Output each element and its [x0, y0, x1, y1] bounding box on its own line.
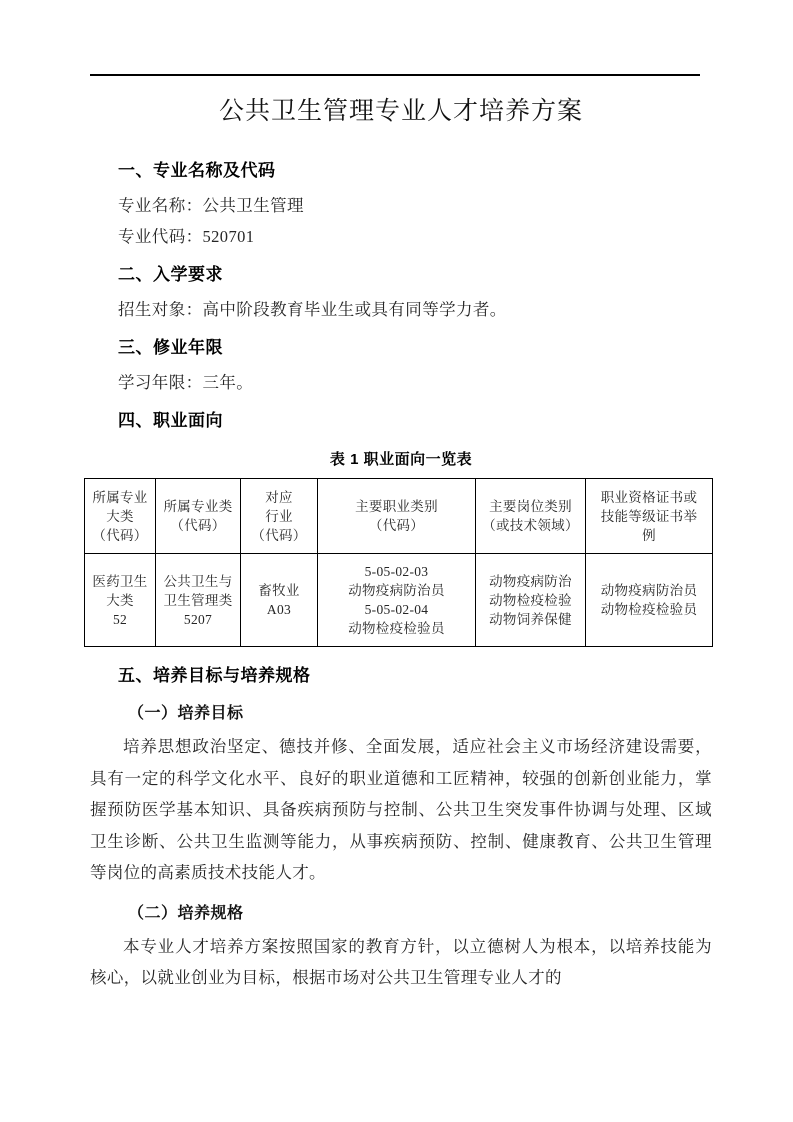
section-heading-2: 二、入学要求: [118, 265, 223, 284]
cell-line: 对应: [265, 489, 293, 505]
cell-line: 所属专业: [92, 489, 148, 505]
cell-line: A03: [266, 602, 292, 617]
document-content: [90, 92, 712, 994]
cell-line: （代码）: [368, 518, 425, 533]
page-title: 公共卫生管理专业人才培养方案: [218, 98, 583, 125]
spacer: [90, 325, 712, 335]
cell-line: 动物疫病防治: [489, 573, 572, 589]
cell-line: 例: [642, 527, 656, 543]
table-header: [85, 479, 713, 554]
study-duration-line: 学习年限：三年。: [118, 373, 254, 392]
cell-line: （代码）: [251, 527, 307, 543]
cell-line: 卫生管理类: [163, 592, 233, 608]
table-cell-occupation: [318, 554, 476, 647]
cell-line: 畜牧业: [258, 583, 300, 598]
section-heading-5: 五、培养目标与培养规格: [118, 666, 311, 685]
cell-line: 5-05-02-04: [364, 602, 429, 617]
cell-line: 技能等级证书举: [600, 508, 698, 524]
cell-line: 主要岗位类别: [489, 499, 572, 514]
cell-line: 主要职业类别: [355, 499, 438, 514]
cell-line: 动物饲养保健: [489, 611, 572, 627]
cell-line: 所属专业类: [163, 499, 233, 514]
cell-line: 医药卫生: [92, 573, 148, 589]
cell-line: 5-05-02-03: [364, 564, 429, 579]
table-body: [85, 554, 713, 647]
header-rule: [90, 74, 700, 76]
major-code-line: 专业代码：520701: [118, 227, 255, 246]
table-row: [85, 554, 713, 647]
table-cell-major-category: [85, 554, 156, 647]
spacer: [90, 252, 712, 262]
spacer: [90, 398, 712, 408]
table-header-cell-major-category: [85, 479, 156, 554]
table-header-cell-occupation: [318, 479, 476, 554]
cell-line: 52: [112, 611, 128, 627]
cell-line: （代码）: [92, 527, 148, 543]
section-heading-3: 三、修业年限: [118, 338, 223, 357]
cell-line: 5207: [183, 611, 213, 627]
admission-target-line: 招生对象：高中阶段教育毕业生或具有同等学力者。: [118, 300, 507, 319]
cell-line: 公共卫生与: [163, 573, 233, 589]
table-header-cell-certificate: [586, 479, 713, 554]
table-cell-post: [476, 554, 586, 647]
table-caption: 表 1 职业面向一览表: [329, 451, 473, 468]
table-header-row: [85, 479, 713, 554]
table-header-cell-industry: [241, 479, 318, 554]
spacer: [90, 647, 712, 663]
cell-line: 动物疫病防治员: [600, 583, 698, 598]
table-cell-industry: [241, 554, 318, 647]
cell-line: （或技术领域）: [482, 518, 579, 533]
table-header-cell-major-class: [156, 479, 241, 554]
cell-line: 动物检疫检验员: [348, 621, 445, 636]
cell-line: 大类: [106, 592, 134, 608]
cell-line: 动物疫病防治员: [348, 583, 445, 598]
cell-line: （代码）: [170, 518, 226, 533]
training-goal-paragraph: 培养思想政治坚定、德技并修、全面发展，适应社会主义市场经济建设需要，具有一定的科学文化水平、良好的职业道德和工匠精神，较强的创新创业能力，掌握预防医学基本知识、具备疾病预防与控制、公共卫生突发事件协调与处理、区域卫生诊断、公共卫生监测等能力，从事疾病预防、控制、健康教育、公共卫生管理等岗位的高素质技术技能人才。: [90, 737, 712, 882]
major-name-line: 专业名称：公共卫生管理: [118, 196, 304, 215]
subsection-heading-training-spec: （二）培养规格: [128, 904, 244, 922]
table-cell-certificate: [586, 554, 713, 647]
section-heading-4: 四、职业面向: [118, 411, 223, 430]
table-header-cell-post: [476, 479, 586, 554]
cell-line: 行业: [265, 508, 293, 524]
cell-line: 大类: [106, 508, 134, 524]
cell-line: 动物检疫检验: [489, 592, 572, 608]
section-heading-1: 一、专业名称及代码: [118, 161, 276, 180]
cell-line: 动物检疫检验员: [600, 602, 698, 617]
table-cell-major-class: [156, 554, 241, 647]
job-orientation-table: [84, 478, 713, 647]
training-spec-paragraph: 本专业人才培养方案按照国家的教育方针，以立德树人为根本，以培养技能为核心，以就业创业为目标，根据市场对公共卫生管理专业人才的: [90, 936, 712, 987]
cell-line: 职业资格证书或: [600, 489, 698, 505]
subsection-heading-training-goal: （一）培养目标: [128, 705, 244, 722]
